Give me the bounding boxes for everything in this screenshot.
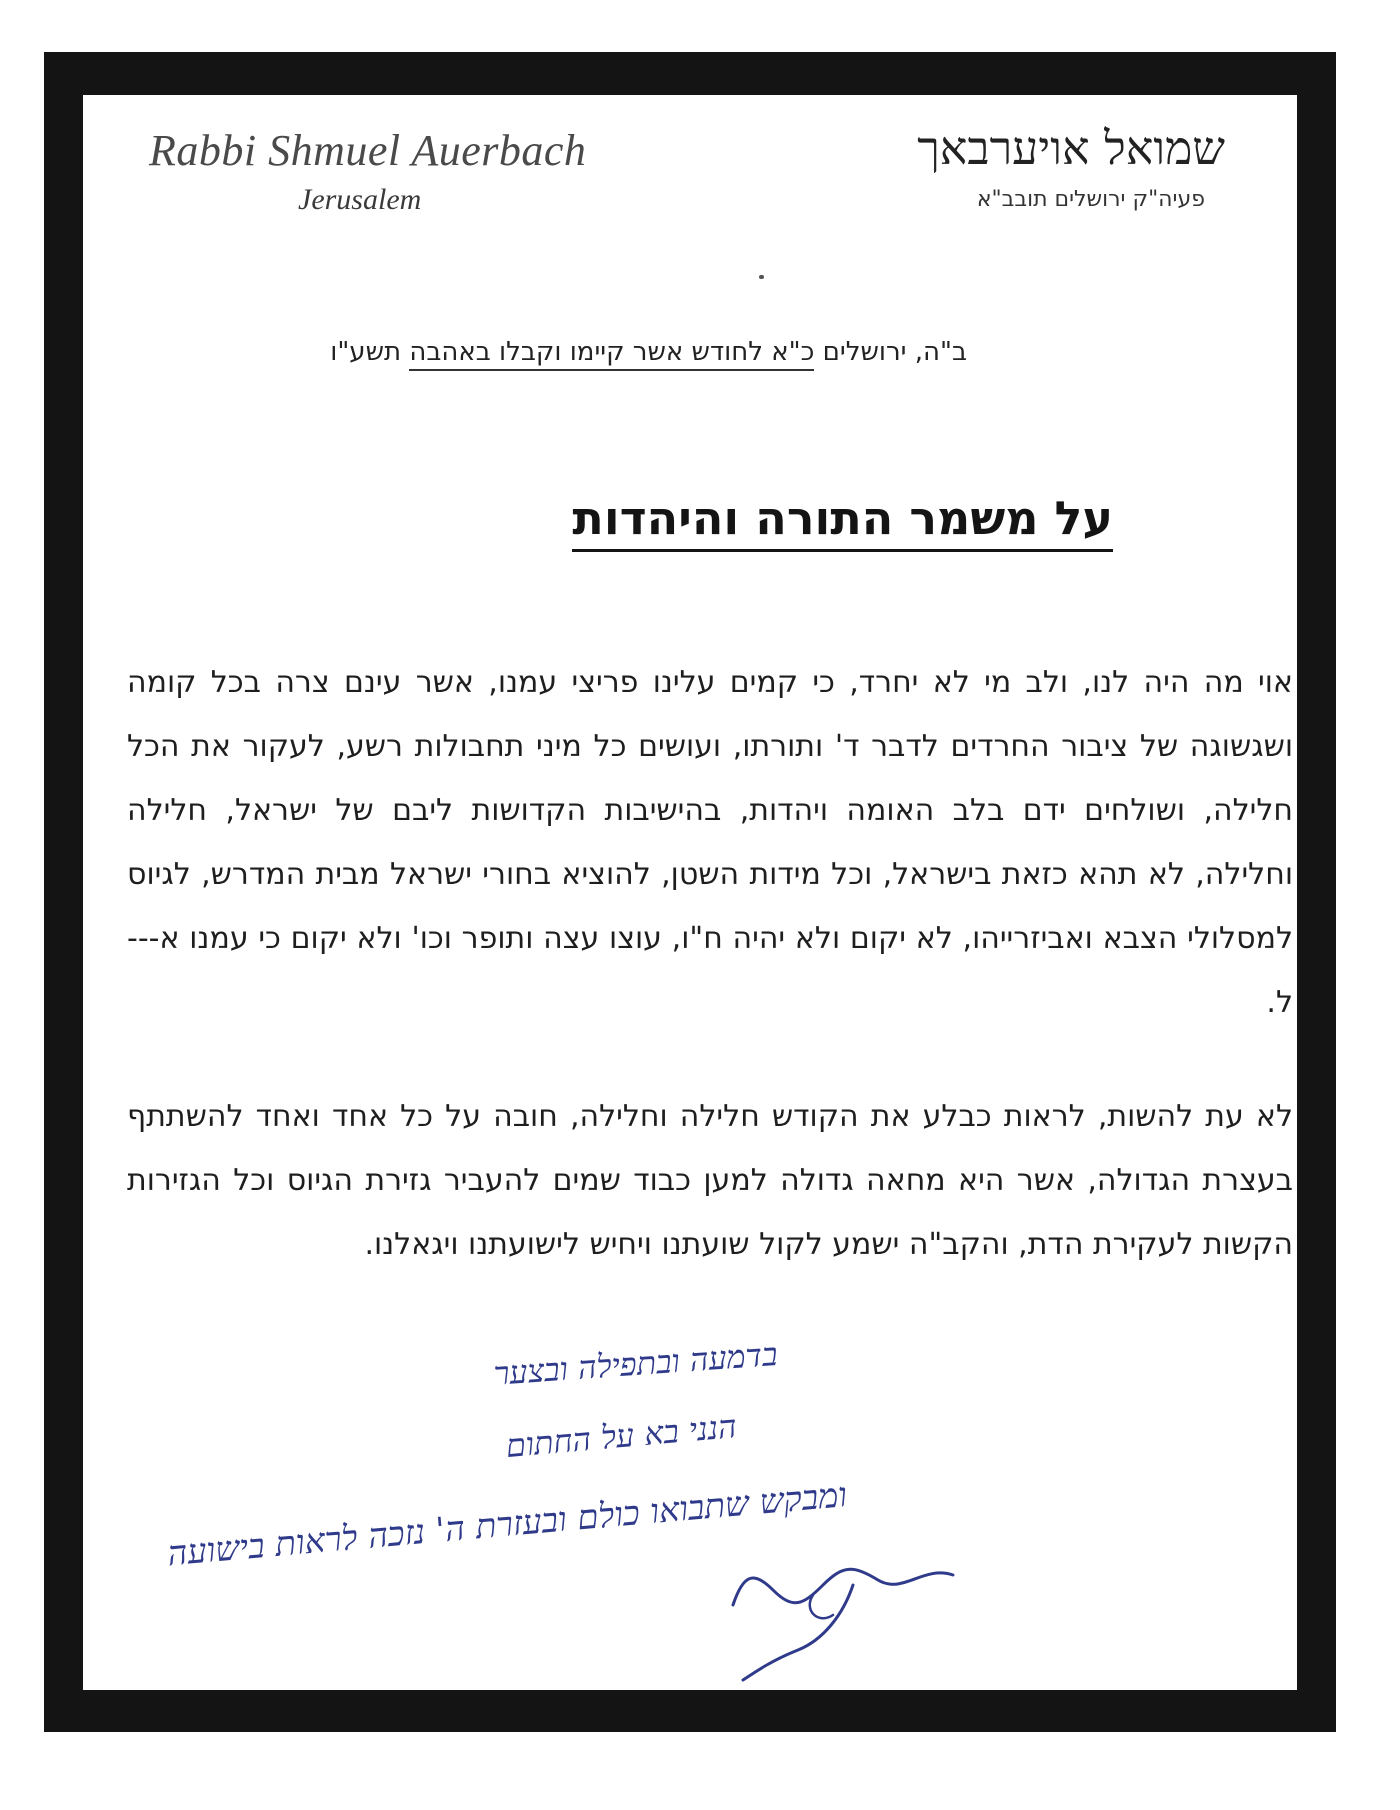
dateline-prefix: ב"ה, ירושלים xyxy=(822,337,967,367)
letterhead-hebrew-name: שמואל אויערבאך xyxy=(917,121,1225,175)
dateline-suffix: תשע"ו xyxy=(330,337,402,367)
dateline xyxy=(330,337,967,367)
letterhead-hebrew-subtitle: פעיה"ק ירושלים תובב"א xyxy=(976,187,1205,212)
signature-scribble xyxy=(703,1555,963,1685)
body-paragraph-2: לא עת להשות, לראות כבלע את הקודש חלילה וחלילה, חובה על כל אחד ואחד להשתתף בעצרת הגדולה, אשר היא מחאה גדולה למען כבוד שמים להעביר גזירת הגיוס וכל הגזירות הקשות לעקירת הדת, והקב"ה ישמע לקול שועתנו ויחיש לישועתנו ויגאלנו. xyxy=(127,1099,1293,1262)
decorative-dot xyxy=(759,275,764,279)
letterhead-english-city: Jerusalem xyxy=(298,183,422,216)
letterhead-english-name: Rabbi Shmuel Auerbach xyxy=(149,126,587,175)
body-paragraph-1: אוי מה היה לנו, ולב מי לא יחרד, כי קמים עלינו פריצי עמנו, אשר עינם צרה בכל קומה ושגשוגה של ציבור החרדים לדבר ד' ותורתו, ועושים כל מיני תחבולות רשע, לעקור את הכל חלילה, ושולחים ידם בלב האומה ויהדות, בהישיבות הקדושות ליבם של ישראל, חלילה וחלילה, לא תהא כזאת בישראל, וכל מידות השטן, להוציא בחורי ישראל מבית המדרש, לגיוס למסלולי הצבא ואביזרייהו, לא יקום ולא יהיה ח"ו, עוצו עצה ותופר וכו' ולא יקום כי עמנו א---ל. xyxy=(127,665,1293,1020)
handwritten-line-3: ומבקש שתבואו כולם ובעזרת ה' נזכה לראות בישועה xyxy=(165,1475,849,1575)
handwritten-line-1: בדמעה ובתפילה ובצער xyxy=(492,1335,779,1393)
letter-page xyxy=(83,95,1297,1690)
letter-title-text: על משמר התורה והיהדות xyxy=(572,491,1113,552)
handwritten-line-2: הנני בא על החתום xyxy=(504,1407,739,1466)
dateline-underlined: כ"א לחודש אשר קיימו וקבלו באהבה xyxy=(409,337,814,371)
letter-title xyxy=(83,491,1113,545)
